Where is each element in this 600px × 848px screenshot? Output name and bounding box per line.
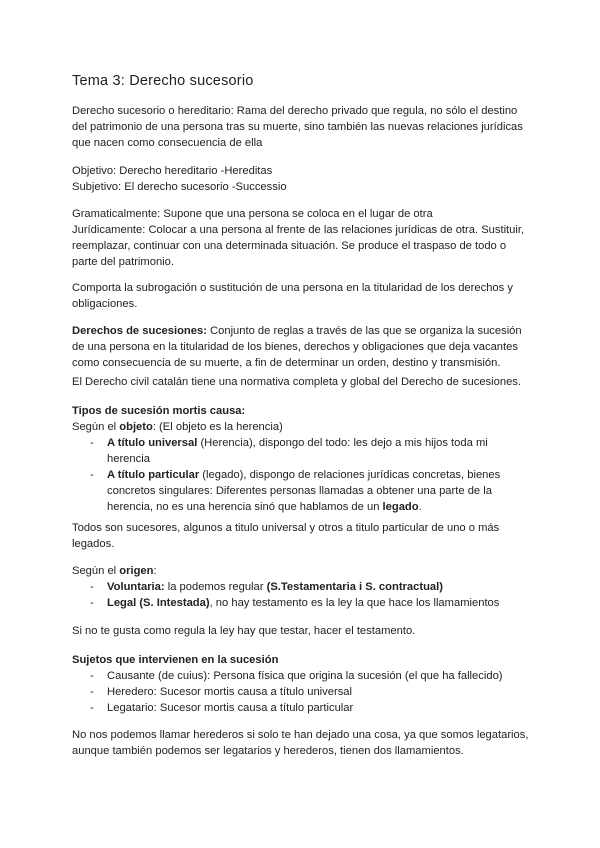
list-item-line: Heredero: Sucesor mortis causa a título universal [107, 686, 352, 698]
sujetos-heading [72, 652, 528, 668]
list-item-text: herencia, no es una herencia sinó que hablamos de un [107, 501, 383, 513]
derechos-line: de una persona en la titularidad de los bienes, derechos y obligaciones que deja vacantes [72, 341, 518, 353]
dash-bullet: - [90, 597, 94, 609]
segun-objeto-bold: objeto [119, 421, 153, 433]
sujetos-heading-text: Sujetos que intervienen en la sucesión [72, 654, 279, 666]
list-item-line: Causante (de cuius): Persona física que origina la sucesión (el que ha fallecido) [107, 670, 503, 682]
juridica-line: parte del patrimonio. [72, 256, 174, 268]
comporta-line: obligaciones. [72, 298, 138, 310]
tipos-heading [72, 403, 528, 419]
final-paragraph [72, 727, 528, 759]
derechos-line [72, 323, 528, 339]
intro-line: que nacen como consecuencia de ella [72, 137, 263, 149]
list-item [72, 668, 532, 684]
document-title: Tema 3: Derecho sucesorio [72, 73, 254, 89]
juridica-line: reemplazar, continuar con una determinada situación. Se produce el traspaso de todo o [72, 240, 507, 252]
origen-bold: origen [119, 565, 154, 577]
list-item-bold: A título particular [107, 469, 200, 481]
sujetos-list [72, 668, 532, 716]
juridica-line: Jurídicamente: Colocar a una persona al frente de las relaciones jurídicas de otra. Sustituir, [72, 224, 525, 236]
list-item-line [107, 579, 532, 595]
list-item [72, 595, 532, 611]
final-line: No nos podemos llamar herederos si solo te han dejado una cosa, ya que somos legatarios, [72, 729, 529, 741]
intro-paragraph [72, 103, 528, 151]
origen-pre: Según el [72, 565, 120, 577]
gramatical-line: Gramaticalmente: Supone que una persona se coloca en el lugar de otra [72, 208, 433, 220]
tipos-heading-text: Tipos de sucesión mortis causa: [72, 405, 246, 417]
dash-bullet: - [90, 670, 94, 682]
segun-objeto-post: : (El objeto es la herencia) [152, 421, 283, 433]
list-item [72, 579, 532, 595]
catalan-line: El Derecho civil catalán tiene una normativa completa y global del Derecho de sucesiones. [72, 376, 521, 388]
objetivo-line: Objetivo: Derecho hereditario -Hereditas [72, 165, 273, 177]
list-item [72, 435, 532, 467]
dash-bullet: - [90, 469, 94, 481]
derechos-line: como consecuencia de su muerte, a fin de determinar un orden, destino y transmisión. [72, 357, 501, 369]
origen-post: : [153, 565, 157, 577]
list-item-bold: (S.Testamentaria i S. contractual) [266, 581, 443, 593]
list-item-line [107, 595, 532, 611]
list-item-line [107, 435, 532, 451]
dash-bullet: - [90, 437, 94, 449]
list-item-text: la podemos regular [164, 581, 267, 593]
list-item-text: (legado), dispongo de relaciones jurídicas concretas, bienes [199, 469, 501, 481]
catalan-paragraph [72, 374, 528, 390]
objetivo-subjetivo-paragraph [72, 163, 528, 195]
dash-bullet: - [90, 686, 94, 698]
comporta-line: Comporta la subrogación o sustitución de una persona en la titularidad de los derechos y [72, 282, 513, 294]
subjetivo-line: Subjetivo: El derecho sucesorio -Successio [72, 181, 287, 193]
tipos-paragraph [72, 403, 528, 435]
todos-line: Todos son sucesores, algunos a titulo universal y otros a titulo particular de uno o más [72, 522, 500, 534]
origen-list [72, 579, 532, 611]
dash-bullet: - [90, 702, 94, 714]
derechos-term: Derechos de sucesiones: [72, 325, 207, 337]
testar-paragraph [72, 623, 528, 639]
list-item-line [107, 499, 532, 515]
comporta-paragraph [72, 280, 528, 312]
list-item-line: herencia [107, 453, 150, 465]
list-item [72, 467, 532, 515]
list-item [72, 684, 532, 700]
list-item [72, 700, 532, 716]
origen-paragraph [72, 563, 528, 579]
sujetos-heading-paragraph [72, 652, 528, 668]
segun-objeto-pre: Según el [72, 421, 120, 433]
list-item-text: , no hay testamento es la ley la que hace los llamamientos [209, 597, 500, 609]
list-item-bold: legado [382, 501, 419, 513]
gramatical-paragraph [72, 206, 528, 270]
list-item-line [107, 467, 532, 483]
intro-line: Derecho sucesorio o hereditario: Rama del derecho privado que regula, no sólo el destino [72, 105, 518, 117]
dash-bullet: - [90, 581, 94, 593]
intro-line: del patrimonio de una persona tras su muerte, sino también las nuevas relaciones jurídicas [72, 121, 523, 133]
list-item-line: Legatario: Sucesor mortis causa a título particular [107, 702, 354, 714]
origen-line [72, 563, 528, 579]
testar-line: Si no te gusta como regula la ley hay que testar, hacer el testamento. [72, 625, 416, 637]
segun-objeto-line [72, 419, 528, 435]
todos-paragraph [72, 520, 528, 552]
derechos-rest: Conjunto de reglas a través de las que se organiza la sucesión [206, 325, 522, 337]
list-item-line: concretos singulares: Diferentes personas llamadas a obtener una parte de la [107, 485, 492, 497]
list-item-text: (Herencia), dispongo del todo: les dejo a mis hijos toda mi [197, 437, 488, 449]
tipos-list [72, 435, 532, 515]
final-line: aunque también podemos ser legatarios y herederos, tienen dos llamamientos. [72, 745, 464, 757]
derechos-sucesiones-paragraph [72, 323, 528, 371]
list-item-bold: A título universal [107, 437, 198, 449]
list-item-bold: Legal (S. Intestada) [107, 597, 210, 609]
list-item-bold: Voluntaria: [107, 581, 165, 593]
list-item-text: . [418, 501, 422, 513]
todos-line: legados. [72, 538, 115, 550]
